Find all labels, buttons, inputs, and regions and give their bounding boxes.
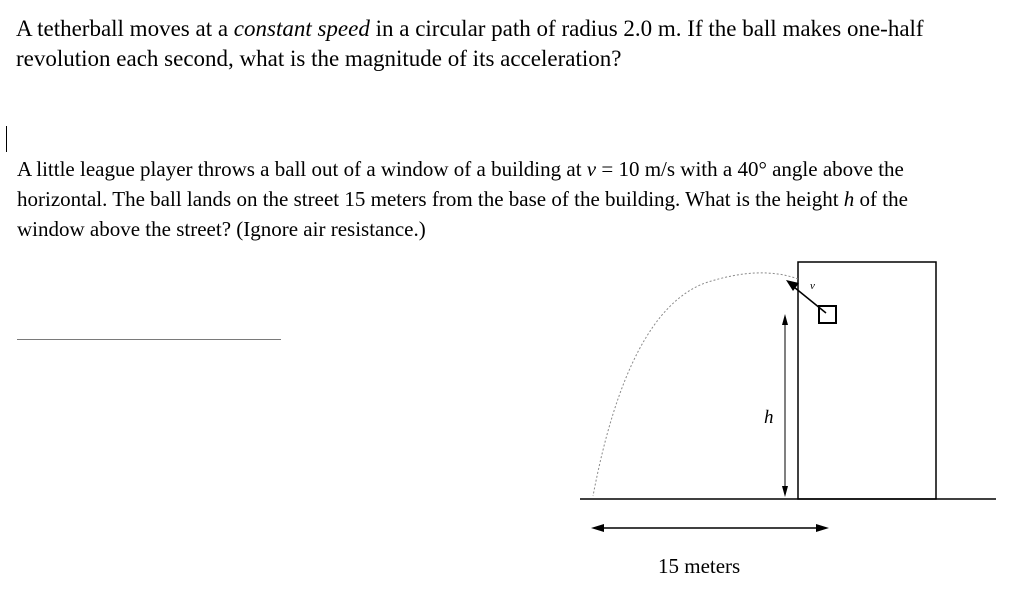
question-2-part3: of the window above the street? (Ignore air resistance.) xyxy=(17,187,908,241)
height-arrowhead-top xyxy=(782,314,788,325)
distance-arrowhead-right xyxy=(816,524,829,532)
height-label: h xyxy=(764,407,774,428)
question-2-v-symbol: v xyxy=(586,157,597,181)
question-1-part2: in a circular path of radius 2.0 m. If the ball makes one-half revolution each second, what is the magnitude of its acceleration? xyxy=(16,16,924,71)
velocity-label: v xyxy=(810,280,815,292)
distance-arrowhead-left xyxy=(591,524,604,532)
question-1-part1: A tetherball moves at a xyxy=(16,16,234,41)
question-2-part1: A little league player throws a ball out of a window of a building at xyxy=(17,157,587,181)
height-arrowhead-bottom xyxy=(782,486,788,497)
distance-label: 15 meters xyxy=(658,554,741,578)
question-2-h-symbol: h xyxy=(843,187,855,211)
building xyxy=(798,262,936,499)
question-2-part2: = 10 m/s with a 40° angle above the horizontal. The ball lands on the street 15 meters from the base of the building. What is the height xyxy=(17,157,904,211)
trajectory-path xyxy=(593,273,798,496)
question-1-emphasis: constant speed xyxy=(233,16,370,41)
